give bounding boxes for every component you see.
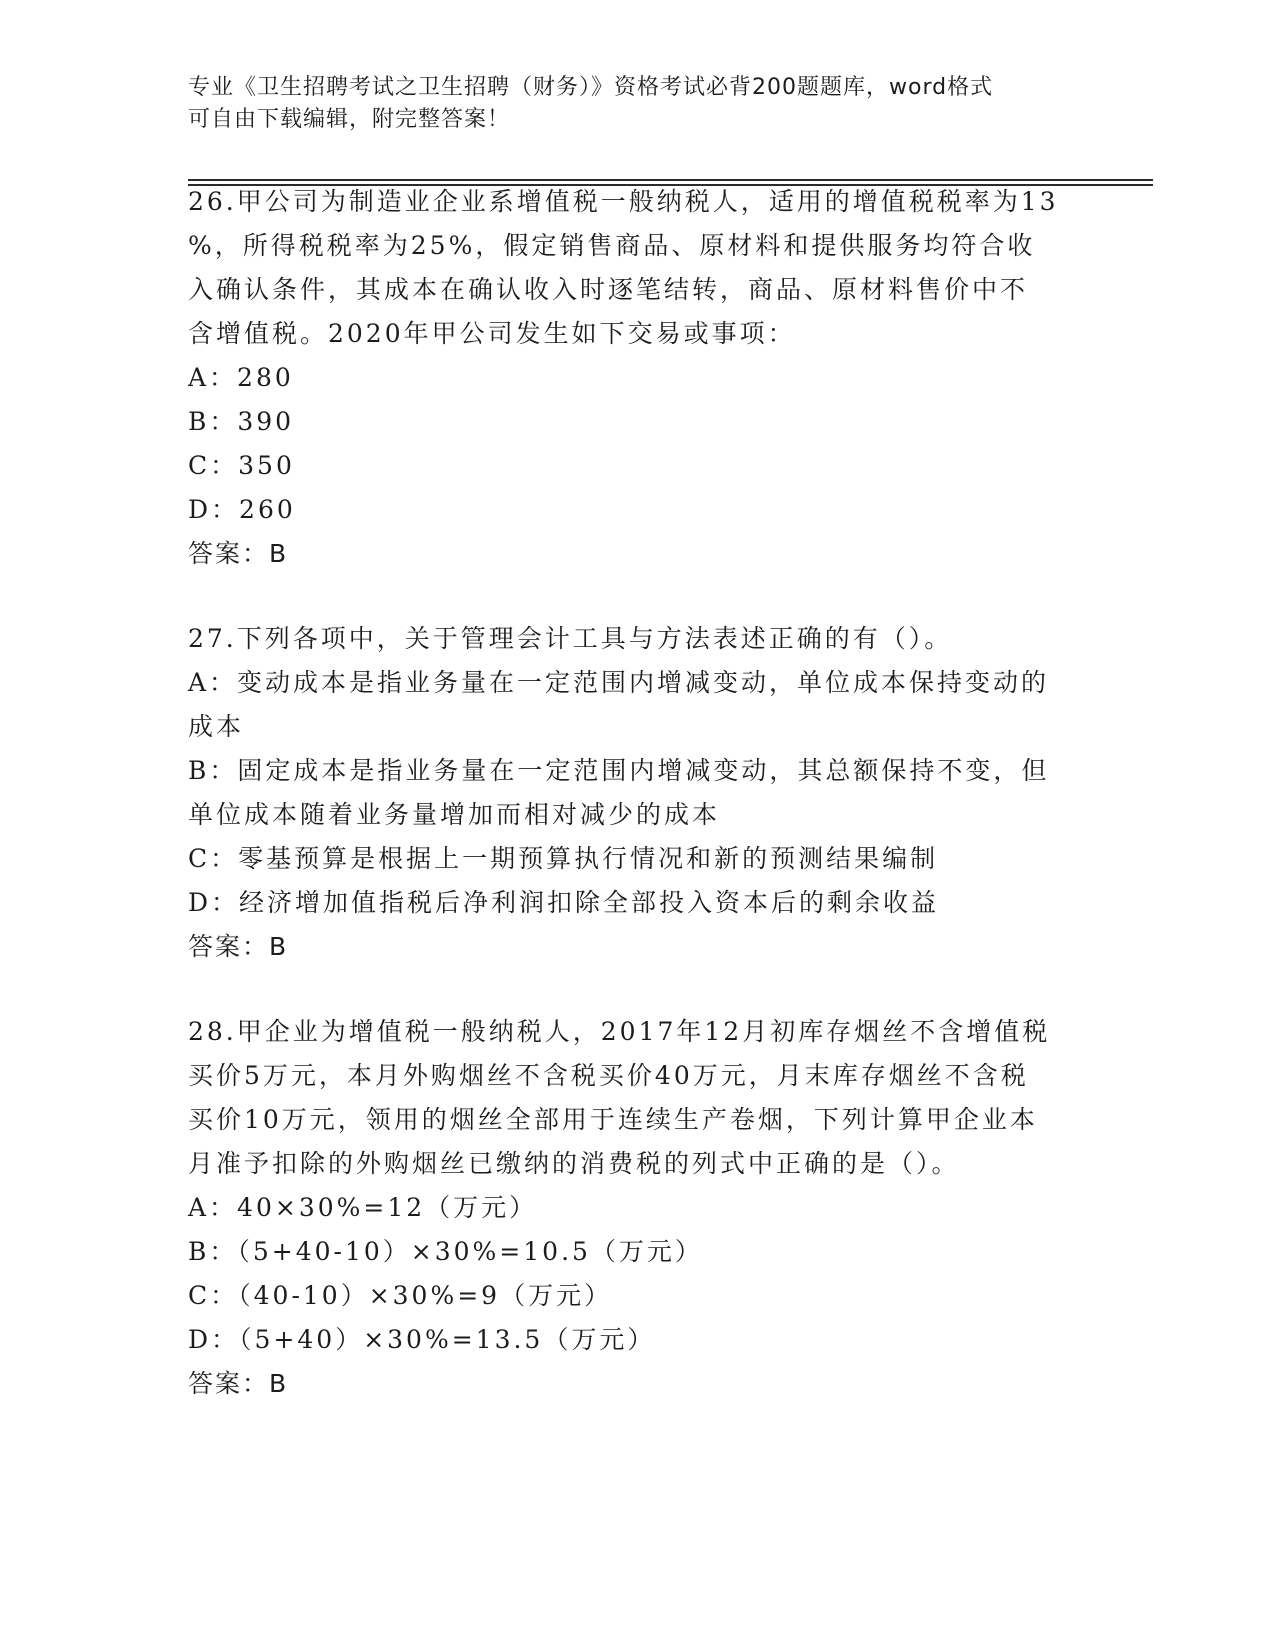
question-stem-line: 含增值税。2020年甲公司发生如下交易或事项：	[188, 319, 796, 348]
option-c: C：350	[188, 451, 295, 480]
option-b: B：390	[188, 407, 295, 436]
question-stem-line: 26.甲公司为制造业企业系增值税一般纳税人，适用的增值税税率为13	[188, 187, 1059, 216]
option-c: C：（40-10）×30%=9（万元）	[188, 1281, 613, 1310]
option-a-continued: 成本	[188, 712, 245, 741]
question-stem-line: 买价10万元，领用的烟丝全部用于连续生产卷烟，下列计算甲企业本	[188, 1105, 1038, 1134]
option-c: C：零基预算是根据上一期预算执行情况和新的预测结果编制	[188, 844, 939, 873]
option-b: B：固定成本是指业务量在一定范围内增减变动，其总额保持不变，但	[188, 756, 1050, 785]
option-d: D：260	[188, 495, 296, 524]
question-stem-line: 月准予扣除的外购烟丝已缴纳的消费税的列式中正确的是（）。	[188, 1149, 960, 1178]
option-d: D：经济增加值指税后净利润扣除全部投入资本后的剩余收益	[188, 888, 940, 917]
header-line-1: 专业《卫生招聘考试之卫生招聘（财务）》资格考试必背200题题库，word格式	[188, 75, 994, 100]
option-a: A：变动成本是指业务量在一定范围内增减变动，单位成本保持变动的	[188, 668, 1050, 697]
answer-label: 答案：B	[188, 539, 289, 568]
header-line-2: 可自由下载编辑，附完整答案！	[188, 107, 511, 132]
question-stem-line: 28.甲企业为增值税一般纳税人，2017年12月初库存烟丝不含增值税	[188, 1017, 1051, 1046]
header-divider-top	[188, 179, 1153, 181]
answer-label: 答案：B	[188, 1369, 289, 1398]
option-a: A：280	[188, 363, 294, 392]
option-b: B：（5+40-10）×30%=10.5（万元）	[188, 1237, 703, 1266]
option-a: A：40×30%=12（万元）	[188, 1193, 538, 1222]
option-b-continued: 单位成本随着业务量增加而相对减少的成本	[188, 800, 721, 829]
question-stem-line: %，所得税税率为25%，假定销售商品、原材料和提供服务均符合收	[188, 231, 1036, 260]
question-stem-line: 入确认条件，其成本在确认收入时逐笔结转，商品、原材料售价中不	[188, 275, 1029, 304]
option-d: D：（5+40）×30%=13.5（万元）	[188, 1325, 656, 1354]
answer-label: 答案：B	[188, 932, 289, 961]
question-stem-line: 买价5万元，本月外购烟丝不含税买价40万元，月末库存烟丝不含税	[188, 1061, 1029, 1090]
document-header	[188, 72, 1068, 136]
question-stem-line: 27.下列各项中，关于管理会计工具与方法表述正确的有（）。	[188, 624, 953, 653]
header-divider-bottom	[188, 184, 1153, 186]
